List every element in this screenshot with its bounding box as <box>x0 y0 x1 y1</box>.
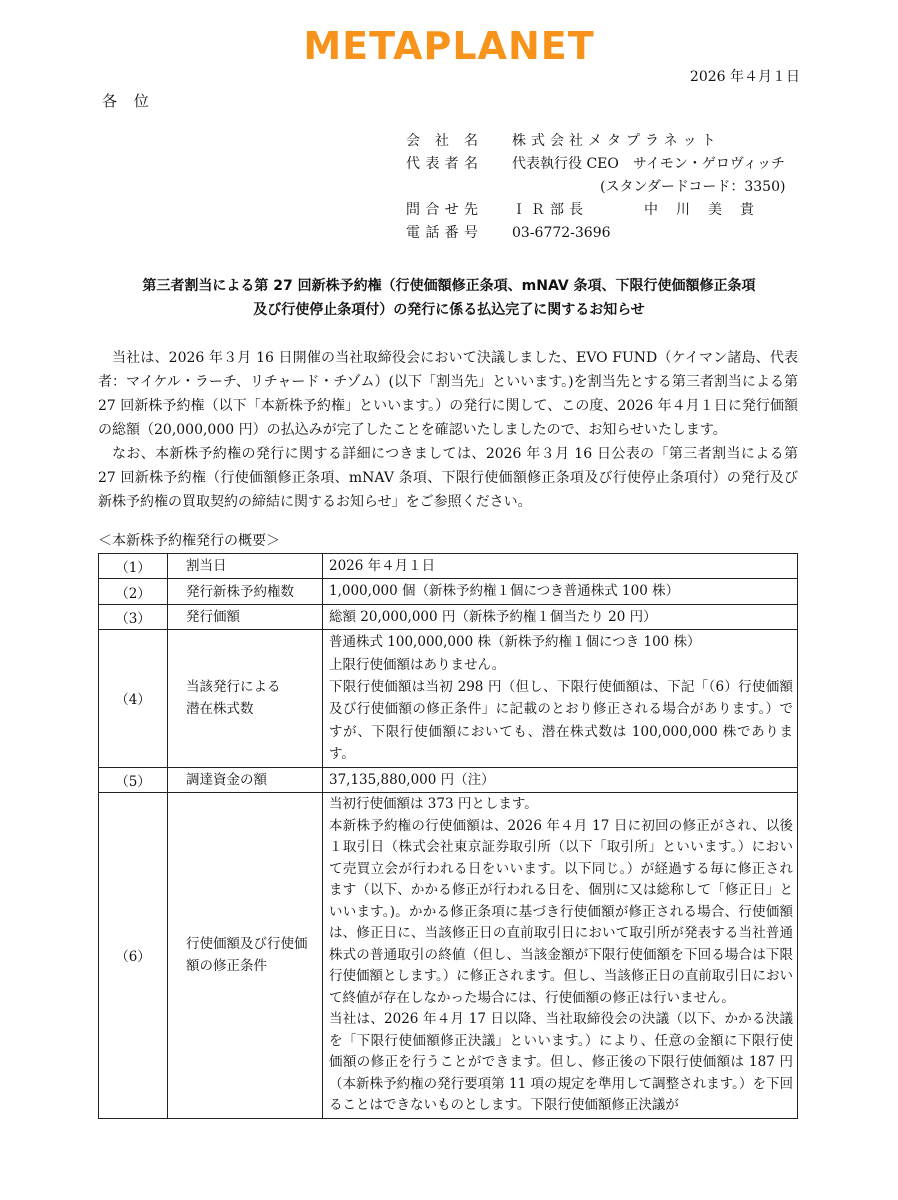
row-number: （1） <box>99 554 168 579</box>
title-line-1: 第三者割当による第 27 回新株予約権（行使価額修正条項、mNAV 条項、下限行使価額修正条項 <box>142 278 756 294</box>
body-paragraph-2: なお、本新株予約権の発行に関する詳細につきましては、2026 年３月 16 日公表の「第三者割当による第 27 回新株予約権（行使価額修正条項、mNAV 条項、下限行使価額修正条項及び行使停止条項付）の発行及び新株予約権の買取契約の締結に関するお知らせ」をご参照ください。 <box>98 446 798 510</box>
row-value-line: 本新株予約権の行使価額は、2026 年４月 17 日に初回の修正がされ、以後１取引日（株式会社東京証券取引所（以下「取引所」といいます。）において売買立会が行われる日をいいます。以下同じ。）が経過する毎に修正されます（以下、かかる修正が行われる日を、個別に又は総称して「修正日」といいます。)。かかる修正条項に基づき行使価額が修正される場合、行使価額は、修正日に、当該修正日の直前取引日において取引所が発表する当社普通株式の普通取引の終値（但し、当該金額が下限行使価額を下回る場合は下限行使価額とします。）に修正されます。但し、当該修正日の直前取引日において終値が存在しなかった場合には、行使価額の修正は行いません。 <box>329 817 793 1006</box>
body-text <box>98 346 798 514</box>
company-label: 会社名 <box>406 133 478 149</box>
row-value-line: 37,135,880,000 円（注） <box>329 771 495 788</box>
representative-value: 代表執行役 CEO サイモン・ゲロヴィッチ <box>512 156 786 172</box>
row-item-text: 額の修正条件 <box>186 958 267 975</box>
table-caption: ＜本新株予約権発行の概要＞ <box>98 533 280 549</box>
document-date: 2026 年４月１日 <box>689 69 800 85</box>
row-item <box>168 767 323 792</box>
title-line-2: 及び行使停止条項付）の発行に係る払込完了に関するお知らせ <box>253 302 645 318</box>
phone-value: 03-6772-3696 <box>512 225 611 241</box>
row-item-text: 潜在株式数 <box>186 701 254 718</box>
row-value-line: 下限行使価額は当初 298 円（但し、下限行使価額は、下記「（6）行使価額及び行使価額の修正条件」に記載のとおり修正される場合があります。）ですが、下限行使価額においても、潜在株式数は 100,000,000 株であります。 <box>329 679 793 763</box>
company-value: 株式会社メタプラネット <box>512 133 721 149</box>
row-number: （6） <box>99 793 168 1119</box>
row-number: （2） <box>99 579 168 604</box>
row-item-text: 当該発行による <box>186 679 281 696</box>
overview-table <box>98 553 798 1119</box>
row-item <box>168 579 323 604</box>
row-value <box>323 579 798 604</box>
body-paragraph-1: 当社は、2026 年３月 16 日開催の当社取締役会において決議しました、EVO FUND（ケイマン諸島、代表者：マイケル・ラーチ、リチャード・チゾム）(以下「割当先」といいます。)を割当先とする第三者割当による第 27 回新株予約権（以下「本新株予約権」といいます。）の発行に関して、この度、2026 年４月１日に発行価額の総額（20,000,000 円）の払込みが完了したことを確認いたしましたので、お知らせいたします。 <box>98 350 798 438</box>
contact-label: 問合せ先 <box>406 202 478 218</box>
table-row <box>99 554 798 579</box>
row-value <box>323 793 798 1119</box>
row-value-line: 普通株式 100,000,000 株（新株予約権１個につき 100 株） <box>329 634 701 651</box>
representative-label: 代表者名 <box>406 156 478 172</box>
row-number: （4） <box>99 630 168 767</box>
row-value-line: 当社は、2026 年４月 17 日以降、当社取締役会の決議（以下、かかる決議を「下限行使価額修正決議」といいます。）により、任意の金額に下限行使価額の修正を行うことができます。但し、修正後の下限行使価額は 187 円（本新株予約権の発行要項第 11 項の規定を準用して調整されます。）を下回ることはできないものとします。下限行使価額修正決議が <box>329 1011 793 1114</box>
row-number: （3） <box>99 604 168 629</box>
row-item-text: 行使価額及び行使価 <box>186 936 308 953</box>
row-value-line: 1,000,000 個（新株予約権１個につき普通株式 100 株） <box>329 583 680 600</box>
row-item <box>168 554 323 579</box>
row-item <box>168 604 323 629</box>
stock-code: (スタンダードコード：3350) <box>600 179 786 195</box>
row-value <box>323 554 798 579</box>
row-value <box>323 767 798 792</box>
row-value <box>323 630 798 767</box>
metaplanet-logo: METAPLANET <box>303 24 595 68</box>
table-row <box>99 793 798 1119</box>
table-row <box>99 767 798 792</box>
phone-label: 電話番号 <box>406 225 478 241</box>
row-item-text: 発行新株予約権数 <box>186 583 294 600</box>
row-item-text: 調達資金の額 <box>186 771 267 788</box>
row-value-line: 総額 20,000,000 円（新株予約権１個当たり 20 円） <box>329 608 657 625</box>
row-item <box>168 793 323 1119</box>
row-value-line: 当初行使価額は 373 円とします。 <box>329 796 538 813</box>
row-item <box>168 630 323 767</box>
row-number: （5） <box>99 767 168 792</box>
row-value-line: 2026 年４月１日 <box>329 558 436 574</box>
row-item-text: 割当日 <box>186 558 227 575</box>
row-item-text: 発行価額 <box>186 609 240 626</box>
table-row <box>99 604 798 629</box>
contact-name: 中川美貴 <box>644 202 772 218</box>
table-row <box>99 579 798 604</box>
document-title <box>100 274 798 322</box>
contact-value: ＩＲ部長 <box>512 202 588 218</box>
row-value-line: 上限行使価額はありません。 <box>329 656 506 673</box>
table-row <box>99 630 798 767</box>
addressee: 各 位 <box>102 92 155 110</box>
row-value <box>323 604 798 629</box>
